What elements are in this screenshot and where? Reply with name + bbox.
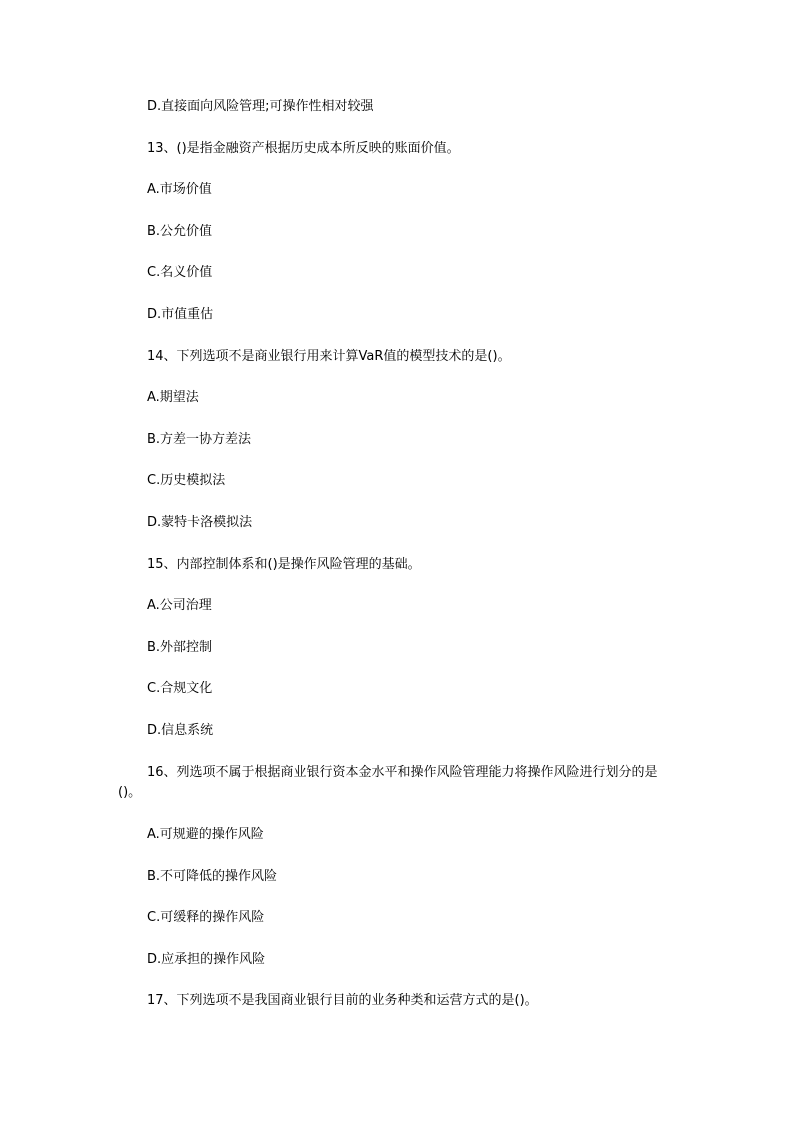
q15-option-b: B.外部控制 <box>147 640 213 655</box>
q15-option-a: A.公司治理 <box>147 598 212 613</box>
q13-option-a: A.市场价值 <box>147 182 212 197</box>
q15-option-d: D.信息系统 <box>147 723 214 738</box>
q16-option-d: D.应承担的操作风险 <box>147 952 266 967</box>
q13-question: 13、()是指金融资产根据历史成本所反映的账面价值。 <box>147 141 460 156</box>
q15-question: 15、内部控制体系和()是操作风险管理的基础。 <box>147 557 421 572</box>
q14-option-b: B.方差一协方差法 <box>147 432 252 447</box>
q17-question: 17、下列选项不是我国商业银行目前的业务种类和运营方式的是()。 <box>147 993 538 1008</box>
q13-option-c: C.名义价值 <box>147 265 213 280</box>
q14-question: 14、下列选项不是商业银行用来计算VaR值的模型技术的是()。 <box>147 349 511 364</box>
q14-option-d: D.蒙特卡洛模拟法 <box>147 515 253 530</box>
q16-option-a: A.可规避的操作风险 <box>147 827 264 842</box>
q13-option-b: B.公允价值 <box>147 224 213 239</box>
q14-option-a: A.期望法 <box>147 390 199 405</box>
q14-option-c: C.历史模拟法 <box>147 473 226 488</box>
q16-option-c: C.可缓释的操作风险 <box>147 910 265 925</box>
q16-question: 16、列选项不属于根据商业银行资本金水平和操作风险管理能力将操作风险进行划分的是()。 <box>118 765 658 800</box>
q13-option-d: D.市值重估 <box>147 307 214 322</box>
q16-option-b: B.不可降低的操作风险 <box>147 869 278 884</box>
q12-option-d: D.直接面向风险管理;可操作性相对较强 <box>147 99 374 114</box>
q15-option-c: C.合规文化 <box>147 681 213 696</box>
